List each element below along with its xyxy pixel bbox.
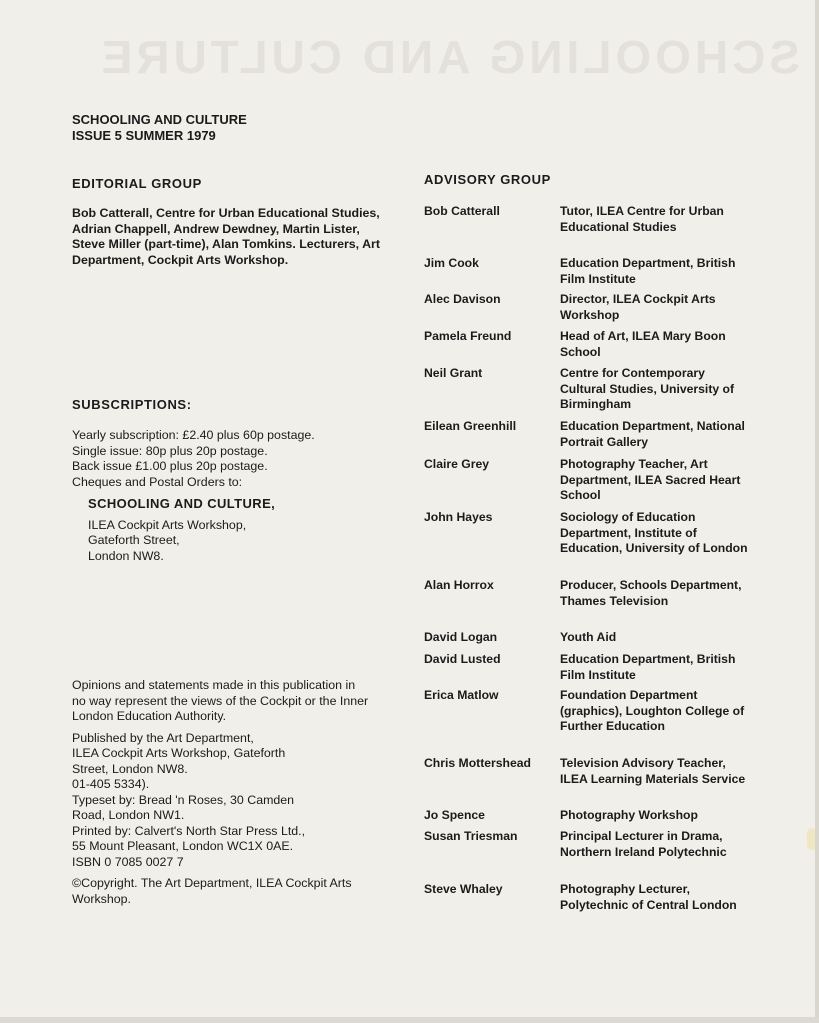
address-line: Gateforth Street, (88, 533, 180, 547)
show-through-title: SCHOOLING AND CULTURE (97, 31, 800, 83)
member-role: Photography Teacher, Art Department, ILEA Sacred Heart School (560, 457, 741, 502)
subscription-line: Single issue: 80p plus 20p postage. (72, 443, 268, 458)
publication-title: SCHOOLING AND CULTURE (72, 112, 247, 127)
editorial-members: Bob Catterall, Centre for Urban Educational Studies, Adrian Chappell, Andrew Dewdney, Martin Lister, Steve Miller (part-time), Alan Tomkins. Lecturers, Art Department, Cockpit Arts Workshop. (72, 206, 380, 267)
publisher-info (72, 731, 372, 871)
member-name: Jo Spence (424, 808, 485, 822)
member-role: Education Department, British Film Institute (560, 652, 736, 682)
editorial-heading: EDITORIAL GROUP (72, 176, 202, 191)
isbn: ISBN 0 7085 0027 7 (72, 854, 184, 869)
member-name: Neil Grant (424, 366, 483, 380)
publisher-line: Published by the Art Department, (72, 730, 254, 745)
page-edge (815, 0, 819, 1023)
member-name: Eilean Greenhill (424, 419, 517, 433)
publisher-line: 01-405 5334). (72, 777, 150, 791)
member-role: Centre for Contemporary Cultural Studies, University of Birmingham (560, 366, 735, 411)
member-name: Susan Triesman (424, 829, 518, 843)
member-role: Tutor, ILEA Centre for Urban Educational Studies (560, 204, 724, 234)
subscription-line: Back issue £1.00 plus 20p postage. (72, 459, 268, 473)
member-name: Jim Cook (424, 256, 479, 270)
subscription-payee: SCHOOLING AND CULTURE, (88, 496, 276, 511)
subscriptions-details (72, 428, 372, 564)
publisher-line: ILEA Cockpit Arts Workshop, Gateforth (72, 746, 286, 760)
member-name: David Lusted (424, 652, 501, 666)
member-role: Sociology of Education Department, Institute of Education, University of London (560, 510, 748, 555)
member-name: Claire Grey (424, 457, 490, 471)
publisher-line: Road, London NW1. (72, 808, 185, 822)
disclaimer: Opinions and statements made in this publication in no way represent the views of the Cockpit or the Inner London Education Authority. (72, 678, 369, 723)
publication-footer (72, 678, 372, 913)
member-name: John Hayes (424, 510, 493, 524)
member-role: Education Department, National Portrait Gallery (560, 419, 745, 449)
issue-line: ISSUE 5 SUMMER 1979 (72, 128, 216, 143)
address-line: ILEA Cockpit Arts Workshop, (88, 517, 247, 532)
subscription-line: Cheques and Postal Orders to: (72, 474, 243, 489)
member-role: Head of Art, ILEA Mary Boon School (560, 329, 726, 359)
advisory-heading: ADVISORY GROUP (424, 172, 551, 187)
member-name: David Logan (424, 630, 498, 644)
masthead (72, 112, 247, 144)
member-role: Youth Aid (560, 630, 617, 644)
copyright-notice: ©Copyright. The Art Department, ILEA Cockpit Arts Workshop. (72, 876, 352, 906)
member-role: Foundation Department (graphics), Loughton College of Further Education (560, 688, 745, 733)
member-name: Bob Catterall (424, 204, 500, 218)
member-role: Producer, Schools Department, Thames Television (560, 578, 742, 608)
subscriptions-heading: SUBSCRIPTIONS: (72, 397, 192, 412)
member-name: Erica Matlow (424, 688, 499, 702)
publisher-line: 55 Mount Pleasant, London WC1X 0AE. (72, 839, 294, 853)
member-role: Director, ILEA Cockpit Arts Workshop (560, 292, 716, 322)
member-role: Education Department, British Film Institute (560, 256, 736, 286)
member-role: Photography Lecturer, Polytechnic of Central London (560, 882, 737, 912)
address-line: London NW8. (88, 548, 164, 563)
member-name: Pamela Freund (424, 329, 512, 343)
subscription-line: Yearly subscription: £2.40 plus 60p postage. (72, 428, 315, 442)
member-role: Television Advisory Teacher, ILEA Learning Materials Service (560, 756, 746, 786)
publisher-line: Printed by: Calvert's North Star Press Ltd., (72, 823, 306, 838)
publisher-line: Typeset by: Bread 'n Roses, 30 Camden (72, 792, 295, 807)
member-role: Photography Workshop (560, 808, 698, 822)
publisher-line: Street, London NW8. (72, 761, 188, 776)
member-name: Steve Whaley (424, 882, 503, 896)
member-role: Principal Lecturer in Drama, Northern Ireland Polytechnic (560, 829, 727, 859)
member-name: Alec Davison (424, 292, 501, 306)
member-name: Alan Horrox (424, 578, 494, 592)
member-name: Chris Mottershead (424, 756, 531, 770)
page-edge (0, 1017, 819, 1023)
